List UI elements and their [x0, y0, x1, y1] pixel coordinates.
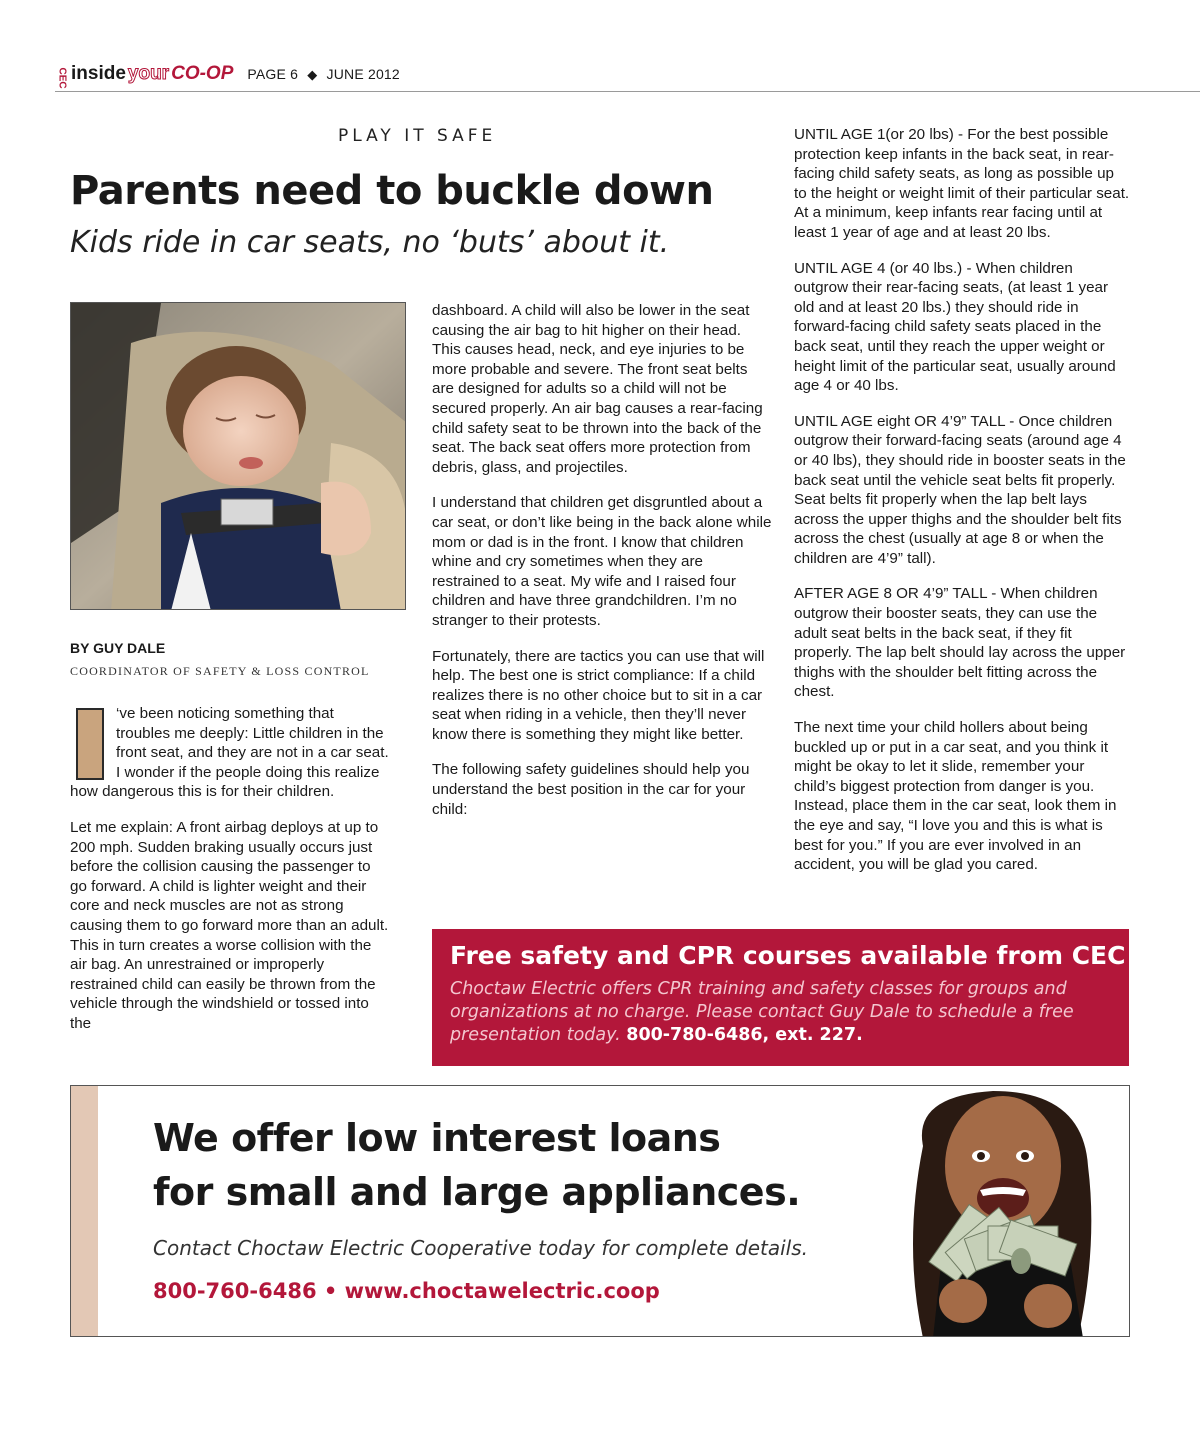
woman-with-cash-photo	[883, 1086, 1130, 1337]
article-column-1	[70, 704, 390, 1050]
dropcap	[76, 708, 104, 780]
author-title: COORDINATOR OF SAFETY & LOSS CONTROL	[70, 664, 370, 678]
guideline-until-age-1: UNTIL AGE 1(or 20 lbs) - For the best possible protection keep infants in the back seat, in rear-facing child safety seats, as long as possible up to the height or weight limit of their particular seat. At a minimum, keep infants rear facing until at least 1 year of age and at least 20 lbs.	[794, 126, 1130, 241]
masthead-divider	[55, 91, 1200, 92]
guideline-until-age-4: UNTIL AGE 4 (or 40 lbs.) - When children outgrow their rear-facing seats, (at least 1 year old and at least 20 lbs.) they should ride in forward-facing child safety seats placed in the back seat, until they reach the upper weight or height limit of the particular seat, usually around age 4 or 40 lbs.	[794, 259, 1116, 395]
appliance-loan-ad	[70, 1085, 1130, 1337]
article-subhead: Kids ride in car seats, no ‘buts’ about it.	[70, 225, 670, 260]
byline: BY GUY DALE	[70, 640, 166, 656]
paragraph: Let me explain: A front airbag deploys at up to 200 mph. Sudden braking usually occurs just before the collision causing the passenger to go forward. A child is lighter weight and their core and neck muscles are not as strong causing them to go forward more than an adult. This in turn creates a worse collision with the air bag. An unrestrained or improperly restrained child can easily be thrown from the vehicle through the windshield or tossed into the	[70, 818, 389, 1032]
cpr-title: Free safety and CPR courses available from CEC	[450, 941, 1126, 970]
ad-headline-line-1: We offer low interest loans	[153, 1116, 721, 1160]
guideline-after-age-8: AFTER AGE 8 OR 4’9” TALL - When children outgrow their booster seats, they can use the adult seat belts in the back seat, if they fit properly. The lap belt should lay across the upper thighs with the shoulder belt fitting across the chest.	[794, 585, 1126, 701]
cec-logo-mark: CEC	[56, 67, 68, 89]
cpr-phone: 800-780-6486, ext. 227.	[626, 1025, 863, 1045]
masthead-your: your	[127, 63, 170, 84]
paragraph: dashboard. A child will also be lower in the seat causing the air bag to hit higher on their head. This causes head, neck, and eye injuries to be more probable and severe. The front seat belts are designed for adults so a child will not be secured properly. An air bag causes a rear-facing child safety seat to be thrown into the back of the seat. The back seat offers more protection from debris, glass, and projectiles.	[432, 302, 763, 476]
ad-contact-text: Contact Choctaw Electric Cooperative today for complete details.	[153, 1236, 808, 1260]
masthead-coop: CO-OP	[171, 63, 234, 84]
article-column-2	[432, 301, 772, 835]
child-car-seat-photo	[70, 302, 406, 610]
section-kicker: PLAY IT SAFE	[338, 126, 497, 146]
ad-phone-website: 800-760-6486 • www.choctawelectric.coop	[153, 1279, 660, 1303]
article-column-3	[794, 125, 1130, 891]
masthead-inside: inside	[71, 63, 126, 84]
guideline-until-age-8: UNTIL AGE eight OR 4’9” TALL - Once children outgrow their forward-facing seats (around age 4 or 40 lbs), they should ride in booster seats in the back seat until the vehicle seat belts fit properly. Seat belts fit properly when the lap belt lays across the upper thighs and the shoulder belt fits across the chest (usually at age 8 or when the children are 4’9” tall).	[794, 412, 1126, 567]
paragraph: I understand that children get disgruntled about a car seat, or don’t like being in the back alone while mom or dad is in the front. I know that children whine and cry sometimes when they are restrained to a seat. My wife and I raised four children and have three grandchildren. I’m no stranger to their protests.	[432, 494, 772, 629]
issue-date: JUNE 2012	[326, 65, 400, 82]
masthead	[55, 62, 400, 89]
paragraph: The following safety guidelines should help you understand the best position in the car for your child:	[432, 761, 750, 818]
ad-accent-strip	[71, 1086, 98, 1336]
ad-headline-line-2: for small and large appliances.	[153, 1170, 801, 1214]
page-info	[247, 66, 400, 83]
paragraph: Fortunately, there are tactics you can use that will help. The best one is strict compliance: If a child realizes there is no other choice but to sit in a car seat when riding in a vehicle, then they’ll never know there is something they might like better.	[432, 647, 765, 743]
intro-text: ‘ve been noticing something that troubles me deeply: Little children in the front seat, and they are not in a car seat. I wonder if the people doing this realize how dangerous this is for their children.	[70, 705, 389, 801]
article-headline: Parents need to buckle down	[70, 168, 714, 214]
cpr-description: Choctaw Electric offers CPR training and safety classes for groups and organizations at no charge. Please contact Guy Dale to schedule a free presentation today.	[450, 979, 1074, 1045]
diamond-separator-icon: ◆	[307, 66, 318, 82]
cpr-text	[450, 978, 1111, 1047]
intro-paragraph	[70, 704, 390, 802]
closing-paragraph: The next time your child hollers about being buckled up or put in a car seat, and you think it might be okay to let it slide, remember your child’s biggest protection from danger is you. Instead, place them in the car seat, look them in the eye and say, “I love you and this is what is best for you.” If you are ever involved in an accident, you will be glad you cared.	[794, 719, 1117, 874]
page-number: PAGE 6	[247, 65, 299, 82]
cpr-courses-box	[432, 929, 1129, 1066]
